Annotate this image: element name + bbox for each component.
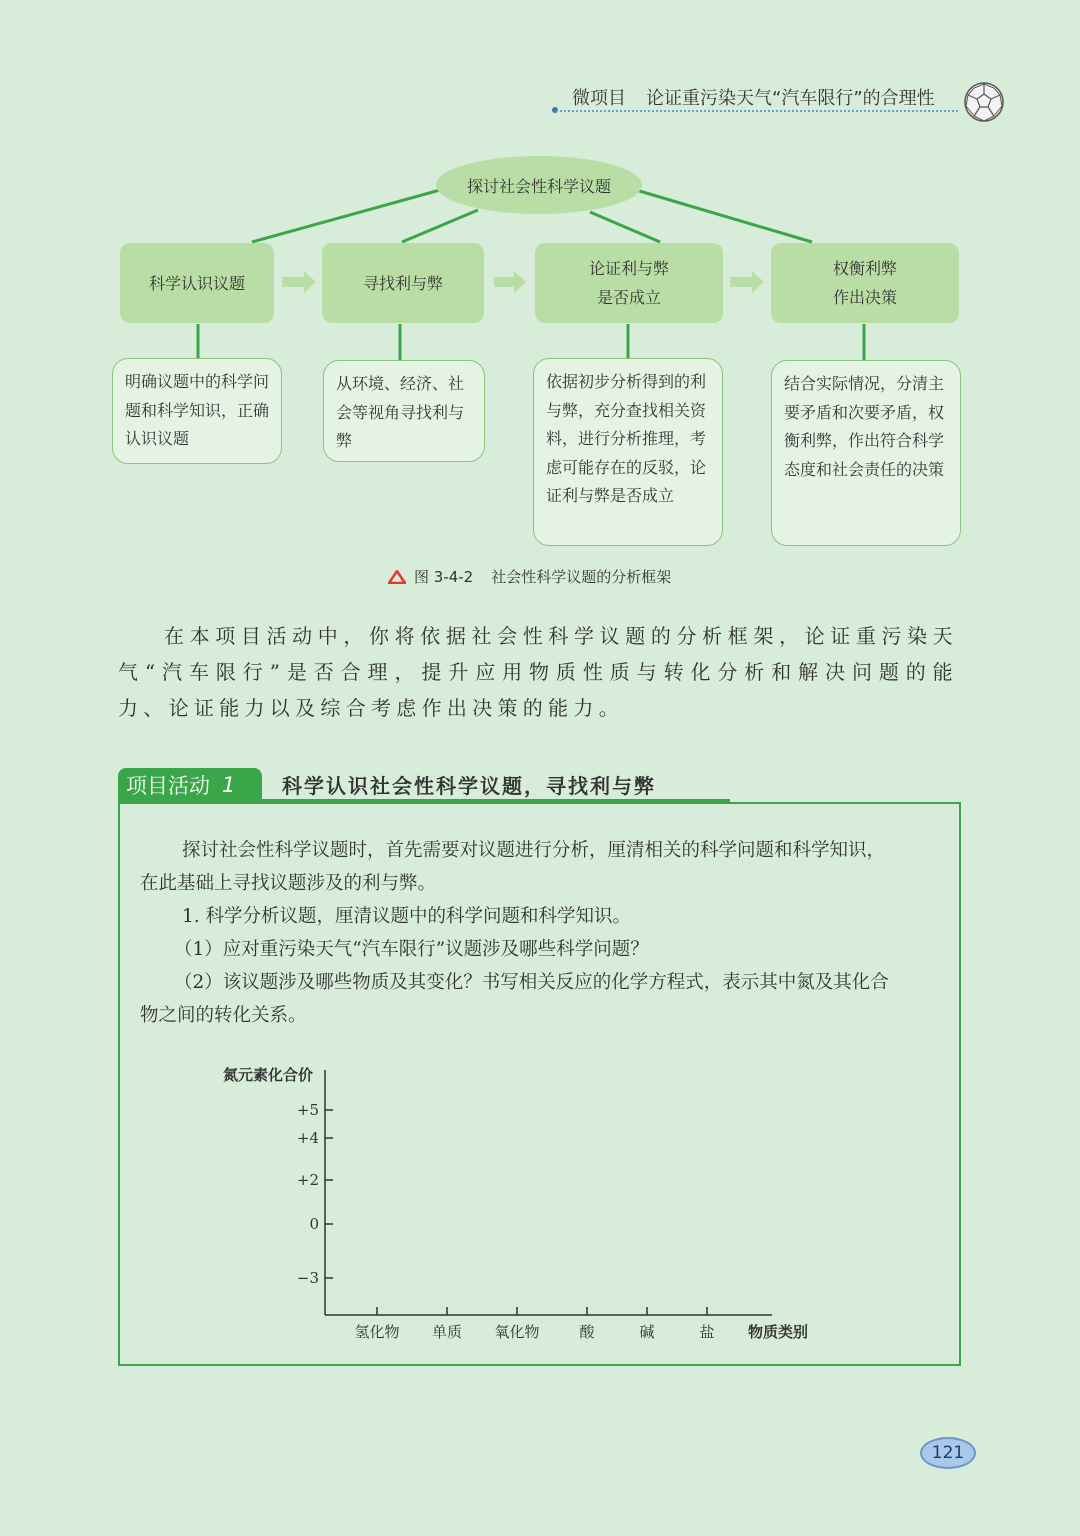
diagram-step-description: 结合实际情况，分清主要矛盾和次要矛盾，权衡利弊，作出符合科学态度和社会责任的决策 [771,360,961,546]
diagram-step-node: 科学认识议题 [120,243,274,323]
diagram-step-description: 依据初步分析得到的利与弊，充分查找相关资料，进行分析推理，考虑可能存在的反驳，论证利与弊是否成立 [533,358,723,546]
y-tick-label: +4 [296,1129,319,1147]
activity-title-rule [262,799,730,802]
diagram-root-node: 探讨社会性科学议题 [436,156,642,214]
activity-line: 探讨社会性科学议题时，首先需要对议题进行分析，厘清相关的科学问题和科学知识， [182,840,886,861]
activity-line: （2）该议题涉及哪些物质及其变化？书写相关反应的化学方程式，表示其中氮及其化合 [174,972,889,993]
x-tick-label: 盐 [699,1323,715,1341]
figure-title: 社会性科学议题的分析框架 [491,568,672,586]
figure-caption [388,566,671,587]
activity-line: （1）应对重污染天气“汽车限行”议题涉及哪些科学问题？ [174,939,649,960]
x-tick-label: 单质 [431,1323,463,1341]
activity-label: 项目活动 [126,774,210,798]
arrow-icon [730,271,764,293]
header-title: 论证重污染天气“汽车限行”的合理性 [646,88,935,109]
diagram-step-description: 从环境、经济、社会等视角寻找利与弊 [323,360,485,462]
triangle-icon [388,570,406,584]
y-tick-label: +5 [296,1101,319,1119]
x-tick-label: 碱 [639,1323,655,1341]
x-tick-label: 氢化物 [354,1323,400,1341]
diagram-step-node: 寻找利与弊 [322,243,484,323]
x-tick-label: 氧化物 [494,1323,540,1341]
x-axis-label: 物质类别 [747,1323,809,1341]
diagram-step-node: 论证利与弊 是否成立 [535,243,723,323]
arrow-icon [494,271,526,293]
diagram-step-node: 权衡利弊 作出决策 [771,243,959,323]
intro-paragraph: 在本项目活动中，你将依据社会性科学议题的分析框架，论证重污染天气“汽车限行”是否合理，提升应用物质性质与转化分析和解决问题的能力、论证能力以及综合考虑作出决策的能力。 [118,624,958,720]
x-tick-label: 酸 [579,1323,595,1341]
activity-number: 1 [222,773,236,797]
page-number: 121 [920,1437,976,1469]
figure-number: 图 3-4-2 [414,568,474,586]
arrow-icon [282,271,316,293]
y-tick-label: −3 [296,1269,319,1287]
activity-tab [118,768,262,802]
y-tick-label: +2 [296,1171,319,1189]
header-section: 微项目 [572,88,626,109]
activity-line: 在此基础上寻找议题涉及的利与弊。 [140,873,437,894]
activity-line: 1. 科学分析议题，厘清议题中的科学问题和科学知识。 [182,906,632,927]
activity-title: 科学认识社会性科学议题，寻找利与弊 [282,774,656,798]
y-tick-label: 0 [309,1215,319,1233]
valence-chart [200,1060,840,1350]
y-axis-label: 氮元素化合价 [222,1066,314,1084]
diagram-step-description: 明确议题中的科学问题和科学知识，正确认识议题 [112,358,282,464]
activity-line: 物之间的转化关系。 [140,1005,307,1026]
